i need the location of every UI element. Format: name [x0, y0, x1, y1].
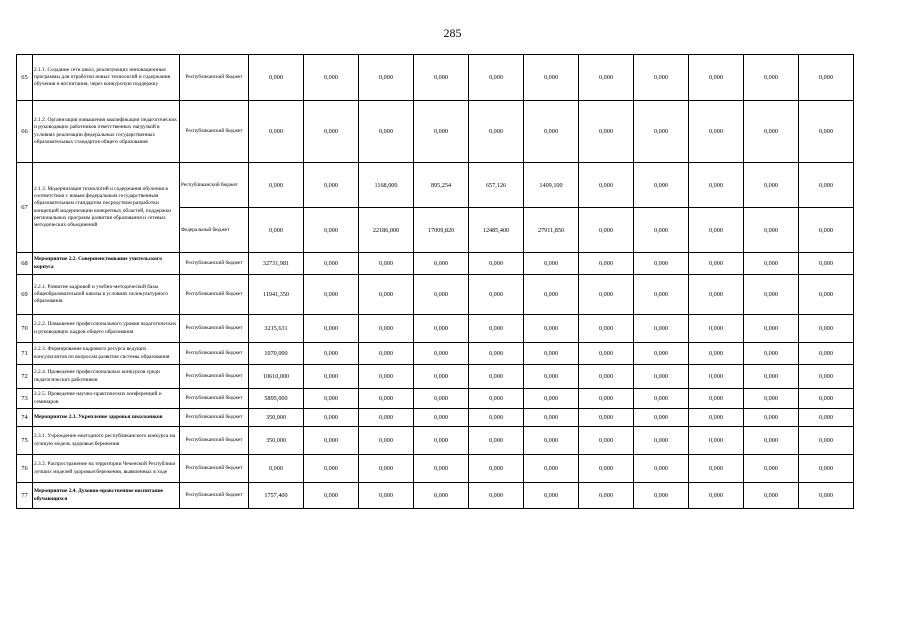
value-cell: 0,000: [799, 101, 854, 163]
activity-name: Мероприятие 2.2. Совершенствование учительского корпуса: [33, 253, 180, 275]
value-cell: 0,000: [579, 455, 634, 483]
funding-source: Федеральный бюджет: [180, 208, 249, 253]
value-cell: 895,254: [414, 163, 469, 208]
value-cell: 0,000: [524, 343, 579, 365]
value-cell: 0,000: [634, 427, 689, 455]
value-cell: 0,000: [414, 427, 469, 455]
value-cell: 0,000: [744, 365, 799, 389]
value-cell: 0,000: [744, 455, 799, 483]
value-cell: 0,000: [579, 55, 634, 101]
value-cell: 0,000: [579, 101, 634, 163]
value-cell: 0,000: [689, 315, 744, 343]
value-cell: 0,000: [579, 389, 634, 409]
activity-name: 2.2.5. Проведение научно-практических конференций и семинаров: [33, 389, 180, 409]
value-cell: 0,000: [799, 163, 854, 208]
value-cell: 0,000: [744, 208, 799, 253]
value-cell: 0,000: [304, 163, 359, 208]
activity-name: Мероприятие 2.3. Укрепление здоровья школьников: [33, 409, 180, 427]
value-cell: 3215,631: [249, 315, 304, 343]
funding-source: Республиканский бюджет: [180, 253, 249, 275]
value-cell: 0,000: [359, 389, 414, 409]
value-cell: 0,000: [634, 253, 689, 275]
activity-name: 2.2.3. Формирование кадрового ресурса ведущих консультантов по вопросам развития системы образования: [33, 343, 180, 365]
value-cell: 0,000: [359, 455, 414, 483]
table-row: [17, 55, 854, 101]
value-cell: 0,000: [304, 55, 359, 101]
value-cell: 0,000: [579, 365, 634, 389]
value-cell: 0,000: [359, 55, 414, 101]
value-cell: 0,000: [304, 253, 359, 275]
value-cell: 0,000: [414, 409, 469, 427]
value-cell: 0,000: [634, 275, 689, 315]
activity-name: 2.3.2. Распространение на территории Чеченской Республики лучших моделей здоровьесбережения, выявленных в ходе: [33, 455, 180, 483]
value-cell: 0,000: [799, 483, 854, 509]
value-cell: 657,126: [469, 163, 524, 208]
value-cell: 0,000: [304, 315, 359, 343]
table-row: [17, 343, 854, 365]
value-cell: 0,000: [689, 101, 744, 163]
value-cell: 0,000: [689, 389, 744, 409]
value-cell: 0,000: [249, 208, 304, 253]
value-cell: 0,000: [634, 163, 689, 208]
value-cell: 0,000: [689, 455, 744, 483]
row-number: 68: [17, 253, 33, 275]
value-cell: 0,000: [579, 208, 634, 253]
value-cell: 0,000: [359, 101, 414, 163]
value-cell: 0,000: [524, 409, 579, 427]
value-cell: 0,000: [689, 427, 744, 455]
value-cell: 22186,000: [359, 208, 414, 253]
value-cell: 0,000: [469, 315, 524, 343]
table-row: [17, 275, 854, 315]
value-cell: 0,000: [359, 253, 414, 275]
value-cell: 350,000: [249, 409, 304, 427]
row-number: 76: [17, 455, 33, 483]
value-cell: 0,000: [634, 315, 689, 343]
value-cell: 1168,000: [359, 163, 414, 208]
value-cell: 0,000: [469, 389, 524, 409]
table-row: [17, 101, 854, 163]
value-cell: 0,000: [799, 455, 854, 483]
value-cell: 0,000: [524, 427, 579, 455]
value-cell: 0,000: [799, 365, 854, 389]
value-cell: 0,000: [304, 483, 359, 509]
value-cell: 0,000: [744, 275, 799, 315]
value-cell: 0,000: [744, 315, 799, 343]
value-cell: 0,000: [579, 427, 634, 455]
value-cell: 0,000: [359, 409, 414, 427]
value-cell: 0,000: [249, 455, 304, 483]
value-cell: 0,000: [744, 409, 799, 427]
value-cell: 0,000: [689, 208, 744, 253]
value-cell: 0,000: [304, 389, 359, 409]
value-cell: 0,000: [634, 483, 689, 509]
value-cell: 0,000: [414, 455, 469, 483]
value-cell: 0,000: [359, 483, 414, 509]
value-cell: 0,000: [304, 343, 359, 365]
row-number: 70: [17, 315, 33, 343]
value-cell: 0,000: [744, 483, 799, 509]
value-cell: 0,000: [744, 427, 799, 455]
activity-name: 2.1.3. Модернизация технологий и содержания обучения в соответствии с новым федеральным государственным образовательным стандартом посредством разработки концепций модернизации конкретных областей, поддержки региональных программ развития образования и сетевых методических объединений: [33, 163, 180, 253]
value-cell: 0,000: [304, 455, 359, 483]
activity-name: 2.1.2. Организация повышения квалификации педагогических и руководящих работников ответственных нагрузкой в условиях реализации федеральных государственных образовательных стандартов общего образования: [33, 101, 180, 163]
row-number: 74: [17, 409, 33, 427]
funding-source: Республиканский бюджет: [180, 455, 249, 483]
value-cell: 0,000: [689, 483, 744, 509]
value-cell: 0,000: [359, 315, 414, 343]
row-number: 72: [17, 365, 33, 389]
value-cell: 12485,400: [469, 208, 524, 253]
value-cell: 0,000: [579, 163, 634, 208]
table-row: [17, 389, 854, 409]
row-number: 73: [17, 389, 33, 409]
page-number: 285: [443, 26, 462, 40]
funding-source: Республиканский бюджет: [180, 427, 249, 455]
value-cell: 0,000: [689, 163, 744, 208]
value-cell: 0,000: [689, 409, 744, 427]
value-cell: 1070,000: [249, 343, 304, 365]
value-cell: 11941,350: [249, 275, 304, 315]
value-cell: 350,000: [249, 427, 304, 455]
row-number: 66: [17, 101, 33, 163]
activity-name: 2.2.4. Проведение профессиональных конкурсов среди педагогических работников: [33, 365, 180, 389]
activity-name: 2.2.1. Развитие кадровой и учебно-методической базы общеобразовательной школы в условиях поликультурного образования: [33, 275, 180, 315]
value-cell: 0,000: [579, 275, 634, 315]
value-cell: 0,000: [579, 253, 634, 275]
value-cell: 0,000: [634, 101, 689, 163]
value-cell: 0,000: [469, 275, 524, 315]
value-cell: 0,000: [304, 409, 359, 427]
value-cell: 0,000: [359, 275, 414, 315]
value-cell: 0,000: [524, 275, 579, 315]
value-cell: 0,000: [524, 315, 579, 343]
value-cell: 27911,850: [524, 208, 579, 253]
value-cell: 0,000: [689, 253, 744, 275]
value-cell: 0,000: [469, 253, 524, 275]
value-cell: 0,000: [414, 315, 469, 343]
value-cell: 0,000: [689, 365, 744, 389]
value-cell: 0,000: [249, 163, 304, 208]
value-cell: 0,000: [414, 343, 469, 365]
funding-source: Республиканский бюджет: [180, 343, 249, 365]
row-number: 69: [17, 275, 33, 315]
table-row: [17, 315, 854, 343]
value-cell: 0,000: [744, 343, 799, 365]
row-number: 75: [17, 427, 33, 455]
activity-name: 2.2.2. Повышение профессионального уровня педагогических и руководящих кадров общего образования: [33, 315, 180, 343]
value-cell: 0,000: [634, 55, 689, 101]
table-row: [17, 365, 854, 389]
value-cell: 0,000: [524, 55, 579, 101]
table-row: [17, 253, 854, 275]
funding-source: Республиканский бюджет: [180, 163, 249, 208]
value-cell: 0,000: [524, 101, 579, 163]
value-cell: 0,000: [634, 455, 689, 483]
value-cell: 0,000: [414, 483, 469, 509]
value-cell: 0,000: [799, 427, 854, 455]
row-number: 67: [17, 163, 33, 253]
value-cell: 0,000: [634, 409, 689, 427]
value-cell: 0,000: [414, 55, 469, 101]
value-cell: 0,000: [469, 365, 524, 389]
value-cell: 0,000: [304, 427, 359, 455]
funding-source: Республиканский бюджет: [180, 409, 249, 427]
value-cell: 10610,000: [249, 365, 304, 389]
value-cell: 0,000: [799, 253, 854, 275]
funding-source: Республиканский бюджет: [180, 101, 249, 163]
funding-source: Республиканский бюджет: [180, 315, 249, 343]
value-cell: 0,000: [469, 483, 524, 509]
value-cell: 0,000: [799, 315, 854, 343]
value-cell: 0,000: [524, 483, 579, 509]
value-cell: 0,000: [304, 275, 359, 315]
value-cell: 0,000: [469, 55, 524, 101]
value-cell: 0,000: [304, 365, 359, 389]
value-cell: 0,000: [799, 208, 854, 253]
value-cell: 1409,100: [524, 163, 579, 208]
value-cell: 5895,000: [249, 389, 304, 409]
value-cell: 0,000: [689, 275, 744, 315]
value-cell: 0,000: [689, 343, 744, 365]
value-cell: 17009,820: [414, 208, 469, 253]
value-cell: 0,000: [414, 101, 469, 163]
value-cell: 0,000: [634, 365, 689, 389]
value-cell: 0,000: [744, 163, 799, 208]
value-cell: 0,000: [579, 483, 634, 509]
funding-source: Республиканский бюджет: [180, 275, 249, 315]
value-cell: 0,000: [359, 343, 414, 365]
table-row: [17, 427, 854, 455]
value-cell: 0,000: [634, 389, 689, 409]
value-cell: 0,000: [469, 343, 524, 365]
value-cell: 0,000: [634, 208, 689, 253]
value-cell: 0,000: [579, 409, 634, 427]
value-cell: 0,000: [304, 101, 359, 163]
value-cell: 0,000: [524, 253, 579, 275]
value-cell: 0,000: [579, 315, 634, 343]
funding-source: Республиканский бюджет: [180, 55, 249, 101]
value-cell: 0,000: [304, 208, 359, 253]
value-cell: 0,000: [469, 427, 524, 455]
value-cell: 0,000: [744, 253, 799, 275]
funding-source: Республиканский бюджет: [180, 365, 249, 389]
value-cell: 0,000: [744, 389, 799, 409]
value-cell: 0,000: [469, 455, 524, 483]
value-cell: 0,000: [744, 55, 799, 101]
value-cell: 0,000: [524, 365, 579, 389]
value-cell: 0,000: [799, 409, 854, 427]
value-cell: 0,000: [799, 389, 854, 409]
value-cell: 0,000: [689, 55, 744, 101]
table-row: [17, 409, 854, 427]
value-cell: 0,000: [524, 389, 579, 409]
value-cell: 0,000: [524, 455, 579, 483]
value-cell: 0,000: [634, 343, 689, 365]
value-cell: 0,000: [359, 365, 414, 389]
value-cell: 0,000: [469, 409, 524, 427]
value-cell: 0,000: [414, 275, 469, 315]
value-cell: 0,000: [469, 101, 524, 163]
value-cell: 0,000: [414, 389, 469, 409]
activity-name: 2.3.1. Учреждение ежегодного республиканского конкурса на лучшую модель здоровьесбережения: [33, 427, 180, 455]
value-cell: 0,000: [799, 343, 854, 365]
value-cell: 0,000: [249, 101, 304, 163]
value-cell: 0,000: [359, 427, 414, 455]
row-number: 77: [17, 483, 33, 509]
value-cell: 0,000: [414, 253, 469, 275]
activity-name: Мероприятие 2.4. Духовно-нравственное воспитание обучающихся: [33, 483, 180, 509]
table-row: [17, 483, 854, 509]
table-row: [17, 455, 854, 483]
value-cell: 0,000: [414, 365, 469, 389]
value-cell: 32731,981: [249, 253, 304, 275]
funding-source: Республиканский бюджет: [180, 389, 249, 409]
value-cell: 0,000: [799, 275, 854, 315]
value-cell: 0,000: [249, 55, 304, 101]
value-cell: 1757,400: [249, 483, 304, 509]
row-number: 65: [17, 55, 33, 101]
value-cell: 0,000: [744, 101, 799, 163]
table-row: [17, 163, 854, 208]
activity-name: 2.1.1. Создание сети школ, реализующих инновационные программы для отработки новых технологий и содержания обучения и воспитания, через конкурсную поддержку: [33, 55, 180, 101]
value-cell: 0,000: [799, 55, 854, 101]
value-cell: 0,000: [579, 343, 634, 365]
row-number: 71: [17, 343, 33, 365]
funding-source: Республиканский бюджет: [180, 483, 249, 509]
budget-table: [16, 54, 854, 509]
